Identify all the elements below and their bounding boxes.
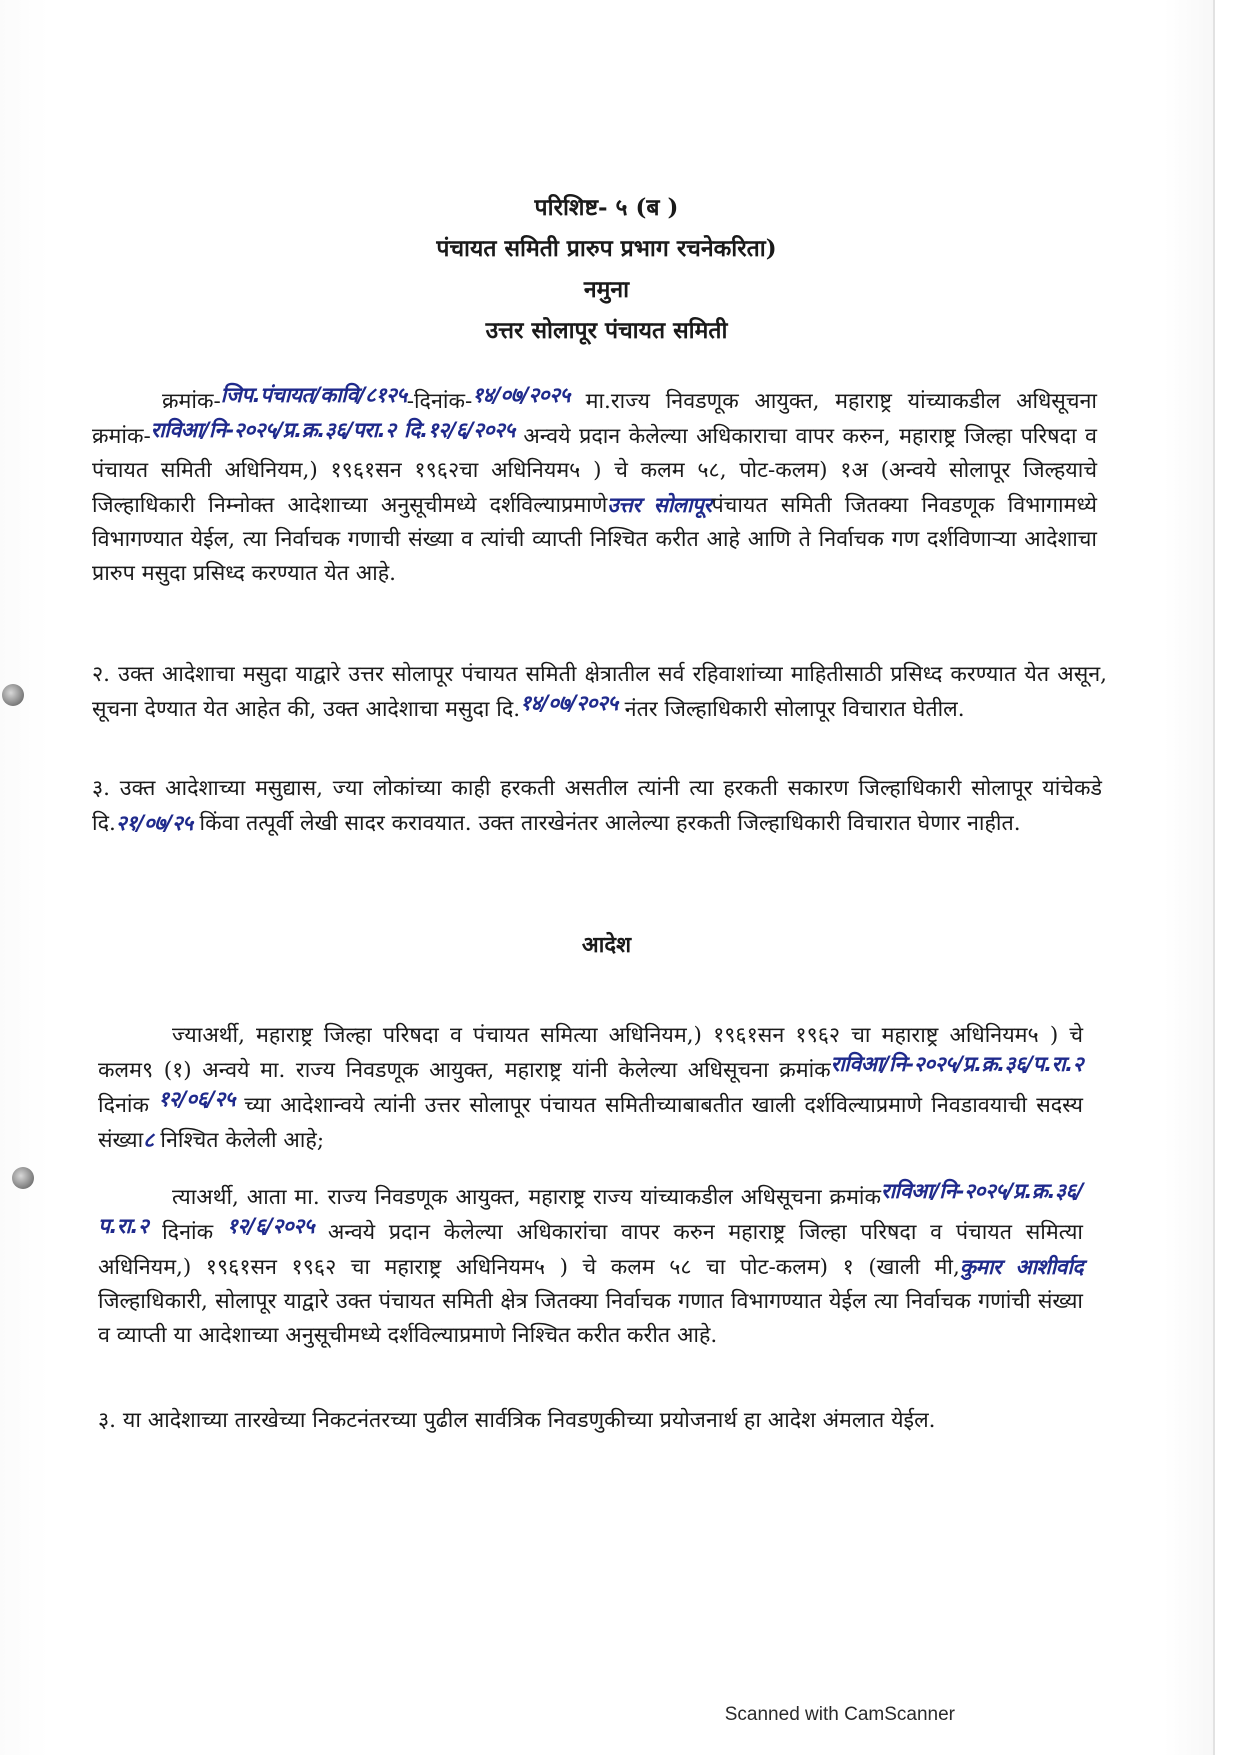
punch-hole <box>2 684 24 706</box>
handwritten-count: ८ <box>143 1128 154 1152</box>
handwritten-date: १२/०६/२५ <box>158 1087 236 1111</box>
handwritten-date: १४/०७/२०२५ <box>472 383 570 407</box>
appendix-title: परिशिष्ट- ५ (ब ) <box>534 194 679 221</box>
handwritten-number: राविआ/नि-२०२५/प्र.क्र.३६/परा.२ दि.१२/६/२०२५ <box>150 418 515 442</box>
handwritten-number: राविआ/नि-२०२५/प्र.क्र.३६/प.रा.२ <box>98 1179 1083 1238</box>
notice-paragraph-2 <box>92 658 1107 727</box>
order-title: आदेश <box>581 932 632 958</box>
text: पंचायत समिती जितक्या निवडणूक विभागामध्ये विभागण्यात येईल, त्या निर्वाचक गणाची संख्या व त्यांची व्याप्ती निश्चित करीत आहे आणि ते निर्वाचक गण दर्शविणाऱ्या आदेशाचा प्रारुप मसुदा प्रसिध्द करण्यात येत आहे. <box>92 493 1098 586</box>
text: त्याअर्थी, आता मा. राज्य निवडणूक आयुक्त, महाराष्ट्र राज्य यांच्याकडील अधिसूचना क्रमांक <box>172 1185 882 1210</box>
notice-paragraph-1 <box>92 384 1097 591</box>
scanner-watermark: Scanned with CamScanner <box>724 1704 955 1725</box>
notice-paragraph-3 <box>92 772 1102 841</box>
text: २. उक्त आदेशाचा मसुदा याद्वारे उत्तर सोलापूर पंचायत समिती क्षेत्रातील सर्व रहिवाशांच्या माहितीसाठी प्रसिध्द करण्यात येत असून, सूचना देण्यात येत आहेत की, उक्त आदेशाचा मसुदा दि. <box>92 662 1107 722</box>
handwritten-date: १२/६/२०२५ <box>226 1214 315 1238</box>
text: ज्याअर्थी, महाराष्ट्र जिल्हा परिषदा व पंचायत समित्या अधिनियम,) १९६१सन १९६२ चा महाराष्ट्र अधिनियम५ ) चे कलम९ (१) अन्वये मा. राज्य निवडणूक आयुक्त, महाराष्ट्र यांनी केलेल्या अधिसूचना क्रमांक <box>98 1023 1083 1083</box>
text: -दिनांक- <box>406 389 473 414</box>
handwritten-name: कुमार आशीर्वाद <box>959 1255 1083 1279</box>
order-paragraph-2 <box>98 1180 1083 1353</box>
text: नंतर जिल्हाधिकारी सोलापूर विचारात घेतील. <box>617 697 965 722</box>
handwritten-date: २१/०७/२५ <box>115 811 193 835</box>
text: दिनांक <box>148 1220 227 1245</box>
text: ३. उक्त आदेशाच्या मसुद्यास, ज्या लोकांच्या काही हरकती असतील त्यांनी त्या हरकती सकारण जिल्हाधिकारी सोलापूर यांचेकडे दि. <box>92 776 1102 836</box>
handwritten-number: राविआ/नि-२०२५/प्र.क्र.३६/प.रा.२ <box>830 1052 1083 1076</box>
text: मा.राज्य निवडणूक आयुक्त, महाराष्ट्र यांच्याकडील अधिसूचना क्रमांक- <box>92 389 1097 449</box>
text: निश्चित केलेली आहे; <box>153 1128 325 1153</box>
handwritten-name: उत्तर सोलापूर <box>607 493 712 517</box>
text: अन्वये प्रदान केलेल्या अधिकाराचा वापर करुन, महाराष्ट्र जिल्हा परिषदा व पंचायत समिती अधिनियम,) १९६१सन १९६२चा अधिनियम५ ) चे कलम ५८, पोट-कलम) १अ (अन्वये सोलापूर जिल्हयाचे जिल्हाधिकारी निम्नोक्त आदेशाच्या अनुसूचीमध्ये दर्शविल्याप्रमाणे <box>92 424 1097 518</box>
punch-hole <box>12 1167 34 1189</box>
draft-title: पंचायत समिती प्रारुप प्रभाग रचनेकरिता) <box>436 235 777 262</box>
committee-title: उत्तर सोलापूर पंचायत समिती <box>485 317 728 344</box>
order-paragraph-1 <box>98 1019 1083 1158</box>
text: दिनांक <box>98 1093 159 1118</box>
text: क्रमांक- <box>162 389 221 414</box>
text: जिल्हाधिकारी, सोलापूर याद्वारे उक्त पंचायत समिती क्षेत्र जितक्या निर्वाचक गणात विभागण्यात येईल त्या निर्वाचक गणांची संख्या व व्याप्ती या आदेशाच्या अनुसूचीमध्ये दर्शविल्याप्रमाणे निश्चित करीत करीत आहे. <box>98 1289 1083 1348</box>
handwritten-number: जिप.पंचायत/कावि/८१२५ <box>220 383 407 407</box>
order-paragraph-3 <box>98 1404 1083 1438</box>
sample-title: नमुना <box>583 276 630 303</box>
text: किंवा तत्पूर्वी लेखी सादर करावयात. उक्त तारखेनंतर आलेल्या हरकती जिल्हाधिकारी विचारात घेणार नाहीत. <box>192 811 1021 836</box>
handwritten-date: १४/०७/२०२५ <box>520 691 618 715</box>
text: च्या आदेशान्वये त्यांनी उत्तर सोलापूर पंचायत समितीच्याबाबतीत खाली दर्शविल्याप्रमाणे निवडावयाची सदस्य संख्या <box>98 1093 1083 1153</box>
text: अन्वये प्रदान केलेल्या अधिकारांचा वापर करुन महाराष्ट्र जिल्हा परिषदा व पंचायत समित्या अधिनियम,) १९६१सन १९६२ चा महाराष्ट्र अधिनियम५ ) चे कलम ५८ चा पोट-कलम) १ (खाली मी, <box>98 1220 1083 1280</box>
text: ३. या आदेशाच्या तारखेच्या निकटनंतरच्या पुढील सार्वत्रिक निवडणुकीच्या प्रयोजनार्थ हा आदेश अंमलात येईल. <box>98 1408 936 1433</box>
